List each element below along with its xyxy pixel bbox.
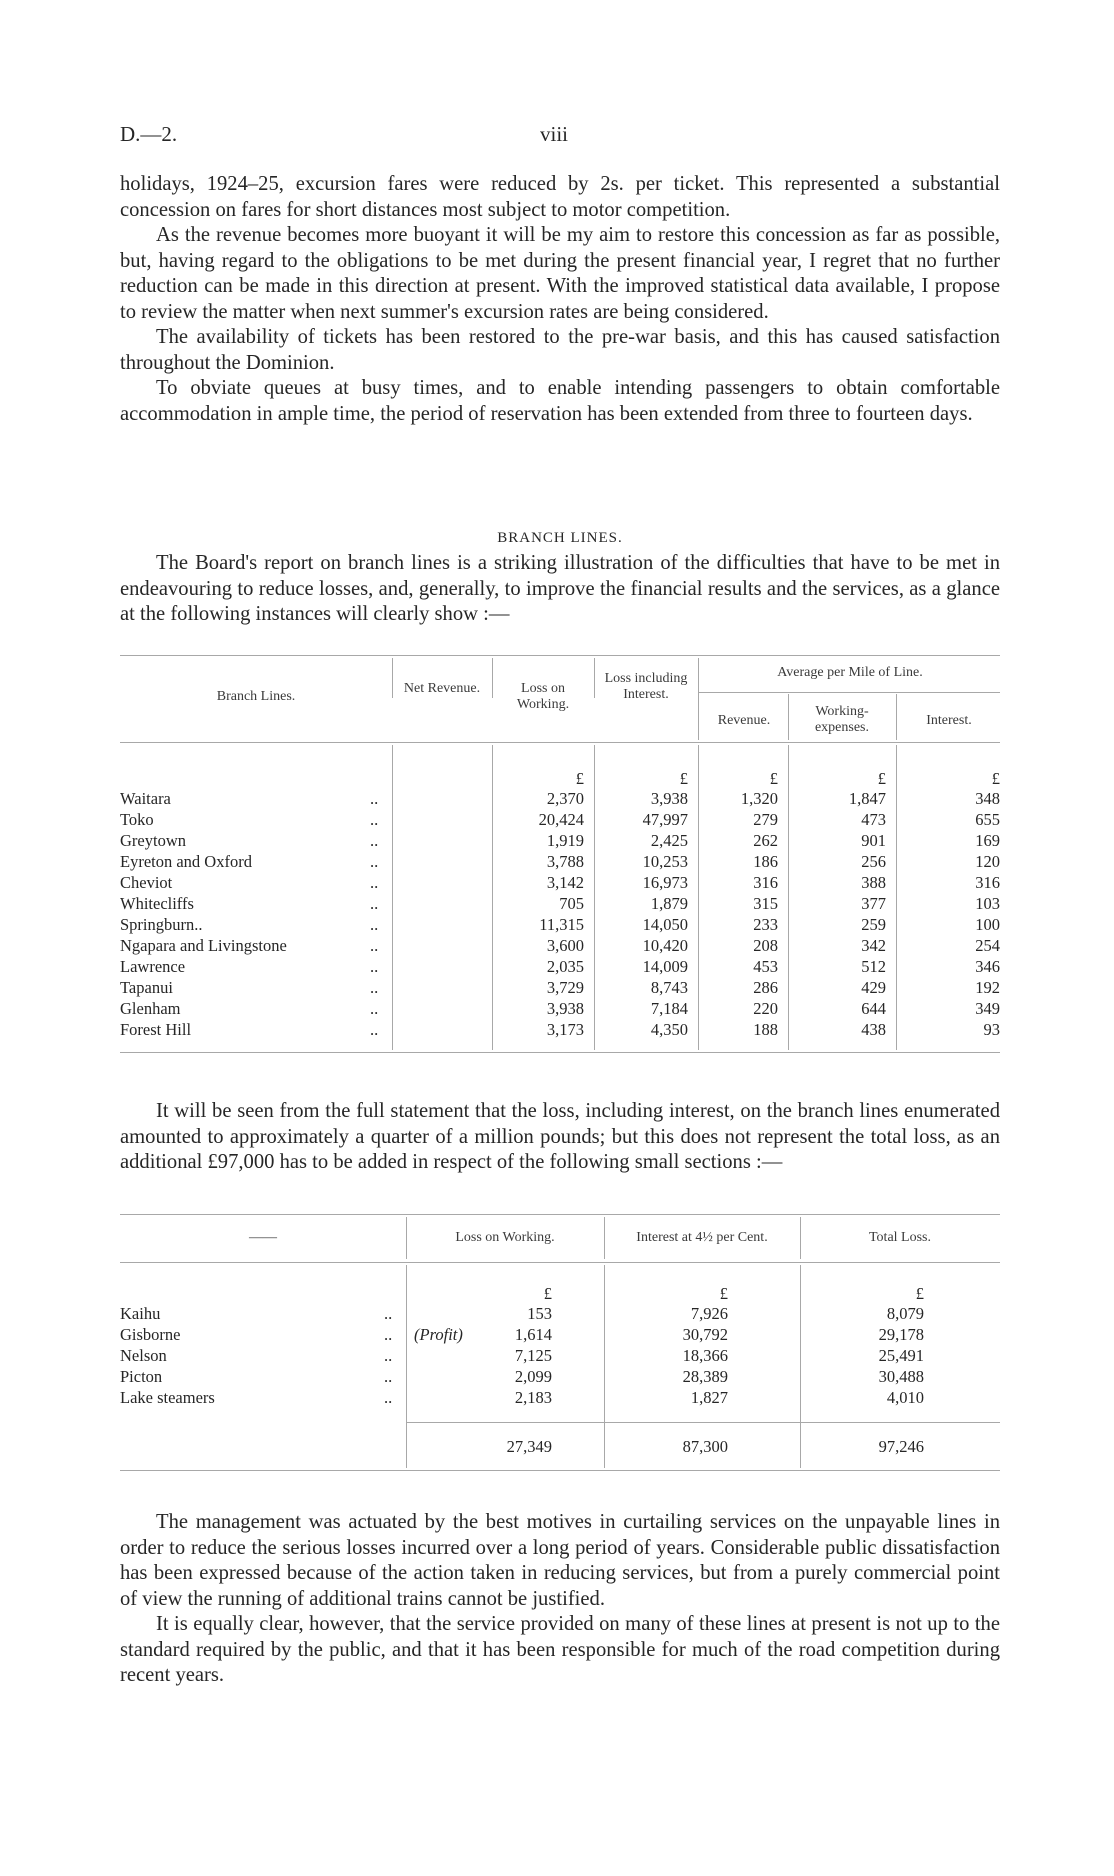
leader-dots: .. (370, 936, 379, 955)
revenue-cell: 1,320 (740, 789, 778, 808)
loss-working-cell: 705 (559, 894, 584, 913)
loss-working-cell: 3,600 (546, 936, 584, 955)
loss-interest-cell: 16,973 (642, 873, 688, 892)
loss-working-cell: 2,183 (514, 1388, 552, 1407)
interest-cell: 1,827 (690, 1388, 728, 1407)
paragraph: The availability of tickets has been restored to the pre-war basis, and this has caused satisfaction throughout the Dominion. (120, 326, 1000, 374)
currency-symbol: £ (769, 769, 778, 788)
th-working-expenses: Working-expenses. (814, 704, 870, 735)
th-interest-rate: Interest at 4½ per Cent. (636, 1230, 768, 1245)
leader-dots: .. (370, 789, 379, 808)
document-code: D.—2. (120, 122, 178, 146)
working-expenses-cell: 342 (861, 936, 886, 955)
total-loss-working: 27,349 (506, 1437, 552, 1456)
leader-dots: .. (370, 852, 379, 871)
loss-interest-cell: 14,050 (642, 915, 688, 934)
middle-paragraph-block (120, 1099, 1000, 1176)
section-name: Picton (120, 1367, 163, 1386)
loss-working-cell: 20,424 (538, 810, 584, 829)
leader-dots: .. (384, 1388, 393, 1407)
loss-working-cell: 7,125 (514, 1346, 552, 1365)
loss-working-cell: 153 (527, 1304, 552, 1323)
revenue-cell: 453 (753, 957, 778, 976)
table2-header-rule (120, 1262, 1000, 1263)
working-expenses-cell: 438 (861, 1020, 886, 1039)
branch-name: Greytown (120, 831, 186, 850)
table-header-rule (120, 742, 1000, 743)
working-expenses-cell: 644 (861, 999, 886, 1018)
th-loss-on-working: Loss on Working. (455, 1230, 555, 1245)
branch-name: Toko (120, 810, 154, 829)
leader-dots: .. (370, 999, 379, 1018)
interest-cell: 120 (975, 852, 1000, 871)
th-loss-including-interest: Loss including Interest. (604, 671, 688, 702)
loss-interest-cell: 8,743 (650, 978, 688, 997)
working-expenses-cell: 259 (861, 915, 886, 934)
th-net-revenue: Net Revenue. (403, 681, 481, 696)
branch-name: Springburn.. (120, 915, 203, 934)
working-expenses-cell: 1,847 (848, 789, 886, 808)
paragraphs-top (120, 172, 1000, 427)
loss-working-cell: 2,370 (546, 789, 584, 808)
paragraphs-bottom (120, 1510, 1000, 1689)
currency-symbol: £ (991, 769, 1000, 788)
section-name: Gisborne (120, 1325, 181, 1344)
revenue-cell: 316 (753, 873, 778, 892)
currency-symbol: £ (679, 769, 688, 788)
total-loss-cell: 4,010 (886, 1388, 924, 1407)
interest-cell: 348 (975, 789, 1000, 808)
th-revenue: Revenue. (717, 713, 771, 728)
th-dash: —— (249, 1230, 277, 1245)
table2-total-rule (406, 1422, 1000, 1423)
paragraph: holidays, 1924–25, excursion fares were reduced by 2s. per ticket. This represented a substantial concession on fares for short distances most subject to motor competition. (120, 173, 1000, 221)
paragraph: It will be seen from the full statement that the loss, including interest, on the branch lines enumerated amounted to approximately a quarter of a million pounds; but this does not represent the total loss, as an additional £97,000 has to be added in respect of the following small sections :— (120, 1100, 1000, 1173)
table-group-rule (698, 692, 1000, 693)
total-loss: 97,246 (878, 1437, 924, 1456)
paragraph: The management was actuated by the best motives in curtailing services on the unpayable lines in order to reduce the serious losses incurred over a long period of years. Considerable public dissatisfaction has been expressed because of the action taken in reducing services, but from a purely commercial point of view the running of additional trains cannot be justified. (120, 1511, 1000, 1610)
total-loss-cell: 25,491 (878, 1346, 924, 1365)
leader-dots: .. (370, 957, 379, 976)
loss-interest-cell: 1,879 (650, 894, 688, 913)
th-total-loss: Total Loss. (868, 1230, 931, 1245)
loss-interest-cell: 10,253 (642, 852, 688, 871)
leader-dots: .. (370, 894, 379, 913)
revenue-cell: 220 (753, 999, 778, 1018)
interest-cell: 316 (975, 873, 1000, 892)
leader-dots: .. (370, 810, 379, 829)
working-expenses-cell: 901 (861, 831, 886, 850)
interest-cell: 655 (975, 810, 1000, 829)
branch-name: Glenham (120, 999, 181, 1018)
section-name: Lake steamers (120, 1388, 215, 1407)
loss-working-cell: 2,099 (514, 1367, 552, 1386)
working-expenses-cell: 429 (861, 978, 886, 997)
loss-interest-cell: 4,350 (650, 1020, 688, 1039)
revenue-cell: 188 (753, 1020, 778, 1039)
branch-name: Eyreton and Oxford (120, 852, 252, 871)
loss-working-cell: 2,035 (546, 957, 584, 976)
loss-working-cell: 3,142 (546, 873, 584, 892)
section-name: Nelson (120, 1346, 167, 1365)
revenue-cell: 286 (753, 978, 778, 997)
branch-name: Ngapara and Livingstone (120, 936, 287, 955)
loss-interest-cell: 10,420 (642, 936, 688, 955)
interest-cell: 93 (983, 1020, 1000, 1039)
loss-working-cell: 1,614 (514, 1325, 552, 1344)
th-branch-lines: Branch Lines. (216, 689, 296, 704)
interest-cell: 103 (975, 894, 1000, 913)
loss-interest-cell: 2,425 (650, 831, 688, 850)
leader-dots: .. (384, 1367, 393, 1386)
total-loss-cell: 30,488 (878, 1367, 924, 1386)
table2-top-rule (120, 1214, 1000, 1215)
branch-name: Forest Hill (120, 1020, 192, 1039)
interest-cell: 254 (975, 936, 1000, 955)
interest-cell: 100 (975, 915, 1000, 934)
working-expenses-cell: 256 (861, 852, 886, 871)
currency-symbol: £ (915, 1284, 924, 1303)
working-expenses-cell: 473 (861, 810, 886, 829)
page-header (120, 122, 1000, 152)
branch-name: Whitecliffs (120, 894, 194, 913)
working-expenses-cell: 512 (861, 957, 886, 976)
leader-dots: .. (370, 915, 379, 934)
loss-working-cell: 3,938 (546, 999, 584, 1018)
interest-cell: 18,366 (682, 1346, 728, 1365)
revenue-cell: 233 (753, 915, 778, 934)
th-average-per-mile: Average per Mile of Line. (777, 665, 923, 680)
th-loss-on-working: Loss on Working. (516, 681, 570, 712)
total-loss-cell: 29,178 (878, 1325, 924, 1344)
loss-working-cell: 3,173 (546, 1020, 584, 1039)
paragraph: The Board's report on branch lines is a striking illustration of the difficulties that have to be met in endeavouring to reduce losses, and, generally, to improve the financial results and the services, as a glance at the following instances will clearly show :— (120, 552, 1000, 625)
interest-cell: 346 (975, 957, 1000, 976)
loss-interest-cell: 7,184 (650, 999, 688, 1018)
currency-symbol: £ (543, 1284, 552, 1303)
interest-cell: 192 (975, 978, 1000, 997)
leader-dots: .. (384, 1325, 393, 1344)
revenue-cell: 262 (753, 831, 778, 850)
total-interest: 87,300 (682, 1437, 728, 1456)
currency-symbol: £ (575, 769, 584, 788)
loss-working-cell: 3,788 (546, 852, 584, 871)
leader-dots: .. (370, 831, 379, 850)
interest-cell: 349 (975, 999, 1000, 1018)
leader-dots: .. (384, 1304, 393, 1323)
table-top-rule (120, 655, 1000, 656)
working-expenses-cell: 388 (861, 873, 886, 892)
section-name: Kaihu (120, 1304, 161, 1323)
page-number: viii (540, 122, 569, 146)
loss-working-cell: 1,919 (546, 831, 584, 850)
currency-symbol: £ (719, 1284, 728, 1303)
loss-working-cell: 11,315 (539, 915, 584, 934)
paragraph: It is equally clear, however, that the service provided on many of these lines at present is not up to the standard required by the public, and that it has been responsible for much of the road competition during recent years. (120, 1613, 1000, 1686)
interest-cell: 169 (975, 831, 1000, 850)
loss-working-cell: 3,729 (546, 978, 584, 997)
branch-name: Lawrence (120, 957, 186, 976)
branch-intro (120, 551, 1000, 628)
leader-dots: .. (370, 873, 379, 892)
leader-dots: .. (370, 978, 379, 997)
table2-bottom-rule (120, 1470, 1000, 1471)
interest-cell: 28,389 (682, 1367, 728, 1386)
branch-name: Cheviot (120, 873, 173, 892)
profit-note: (Profit) (414, 1325, 463, 1344)
branch-name: Waitara (120, 789, 171, 808)
revenue-cell: 186 (753, 852, 778, 871)
paragraph: To obviate queues at busy times, and to enable intending passengers to obtain comfortable accommodation in ample time, the period of reservation has been extended from three to fourteen days. (120, 377, 1000, 425)
interest-cell: 7,926 (690, 1304, 728, 1323)
working-expenses-cell: 377 (861, 894, 886, 913)
total-loss-cell: 8,079 (886, 1304, 924, 1323)
leader-dots: .. (384, 1346, 393, 1365)
loss-interest-cell: 47,997 (642, 810, 688, 829)
revenue-cell: 208 (753, 936, 778, 955)
branch-name: Tapanui (120, 978, 173, 997)
interest-cell: 30,792 (682, 1325, 728, 1344)
paragraph: As the revenue becomes more buoyant it will be my aim to restore this concession as far as possible, but, having regard to the obligations to be met during the present financial year, I regret that no further reduction can be made in this direction at present. With the improved statistical data available, I propose to review the matter when next summer's excursion rates are being considered. (120, 224, 1000, 323)
section-heading: BRANCH LINES. (497, 530, 623, 546)
currency-symbol: £ (877, 769, 886, 788)
revenue-cell: 315 (753, 894, 778, 913)
revenue-cell: 279 (753, 810, 778, 829)
loss-interest-cell: 3,938 (650, 789, 688, 808)
th-interest: Interest. (926, 713, 972, 728)
table-bottom-rule (120, 1052, 1000, 1053)
loss-interest-cell: 14,009 (642, 957, 688, 976)
leader-dots: .. (370, 1020, 379, 1039)
